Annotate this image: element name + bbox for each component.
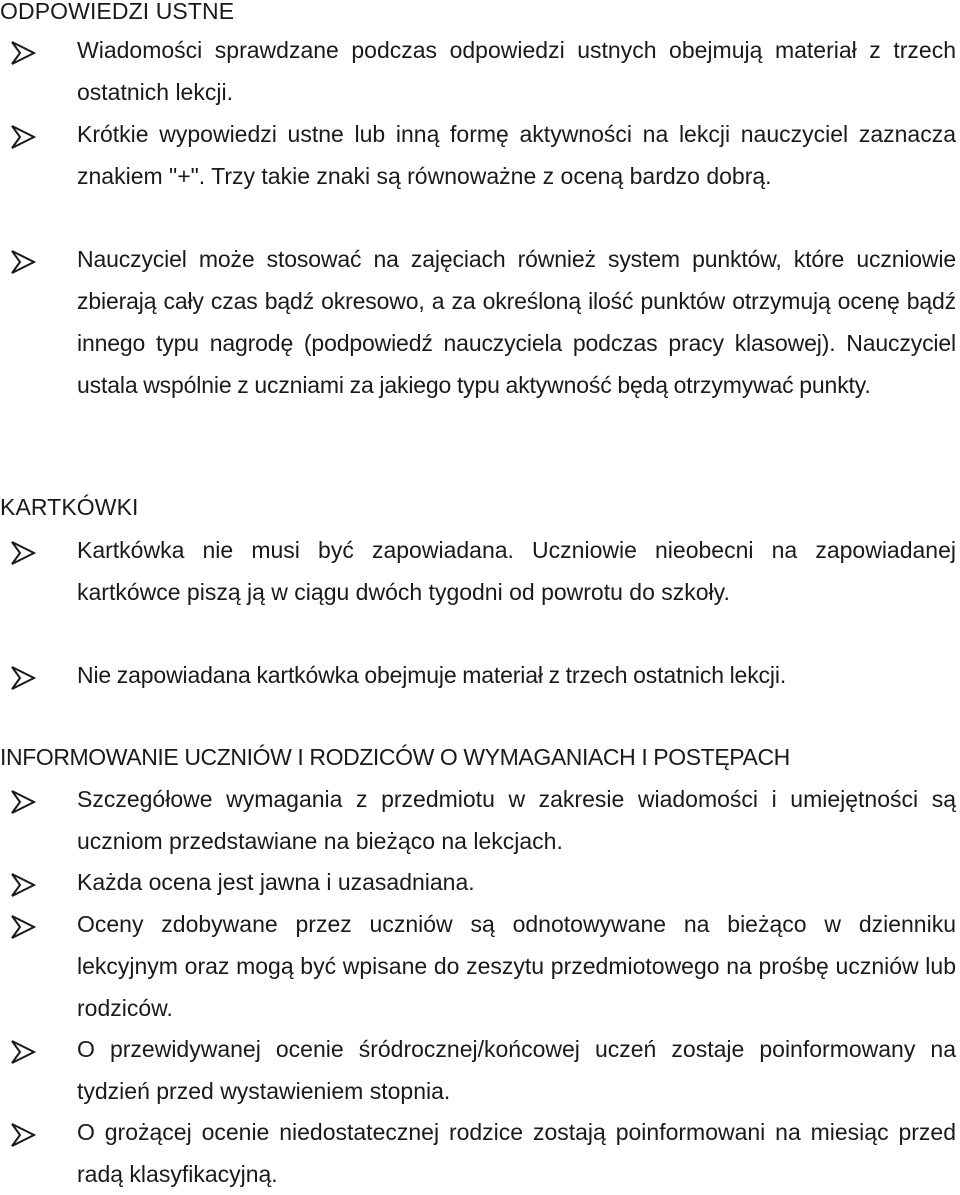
arrowhead-bullet-icon [10,125,36,149]
list-item-text: Wiadomości sprawdzane podczas odpowiedzi ustnych obejmują materiał z trzech ostatnich lekcji. [77,37,956,105]
list-item-text: Szczegółowe wymagania z przedmiotu w zakresie wiadomości i umiejętności są uczniom przedstawiane na bieżąco na lekcjach. [77,786,956,854]
section-heading-informowanie: INFORMOWANIE UCZNIÓW I RODZICÓW O WYMAGANIACH I POSTĘPACH [0,744,790,770]
list-item-text: O grożącej ocenie niedostatecznej rodzice zostają poinformowani na miesiąc przed radą klasyfikacyjną. [77,1119,956,1187]
list-item-text: Nie zapowiadana kartkówka obejmuje materiał z trzech ostatnich lekcji. [77,662,787,688]
arrowhead-bullet-icon [10,915,36,939]
list-item-text: Oceny zdobywane przez uczniów są odnotowywane na bieżąco w dzienniku lekcyjnym oraz mogą być wpisane do zeszytu przedmiotowego na prośbę uczniów lub rodziców. [77,911,956,1021]
arrowhead-bullet-icon [10,666,36,690]
list-item-text: O przewidywanej ocenie śródrocznej/końcowej uczeń zostaje poinformowany na tydzień przed wystawieniem stopnia. [77,1036,956,1104]
arrowhead-bullet-icon [10,250,36,274]
arrowhead-bullet-icon [10,1040,36,1064]
list-item-text: Krótkie wypowiedzi ustne lub inną formę aktywności na lekcji nauczyciel zaznacza znakiem "+". Trzy takie znaki są równoważne z oceną bardzo dobrą. [77,121,956,189]
list-item-text: Kartkówka nie musi być zapowiadana. Uczniowie nieobecni na zapowiadanej kartkówce piszą ją w ciągu dwóch tygodni od powrotu do szkoły. [77,537,956,605]
arrowhead-bullet-icon [10,41,36,65]
arrowhead-bullet-icon [10,790,36,814]
arrowhead-bullet-icon [10,541,36,565]
section-heading-odpowiedzi-ustne: ODPOWIEDZI USTNE [0,0,235,24]
list-item-text: Każda ocena jest jawna i uzasadniana. [77,869,475,895]
section-heading-kartkowki: KARTKÓWKI [0,494,139,520]
arrowhead-bullet-icon [10,873,36,897]
list-item-text: Nauczyciel może stosować na zajęciach również system punktów, które uczniowie zbierają cały czas bądź okresowo, a za określoną ilość punktów otrzymują ocenę bądź innego typu nagrodę (podpowiedź nauczyciela podczas pracy klasowej). Nauczyciel ustala wspólnie z uczniami za jakiego typu aktywność będą otrzymywać punkty. [77,246,956,398]
arrowhead-bullet-icon [10,1123,36,1147]
